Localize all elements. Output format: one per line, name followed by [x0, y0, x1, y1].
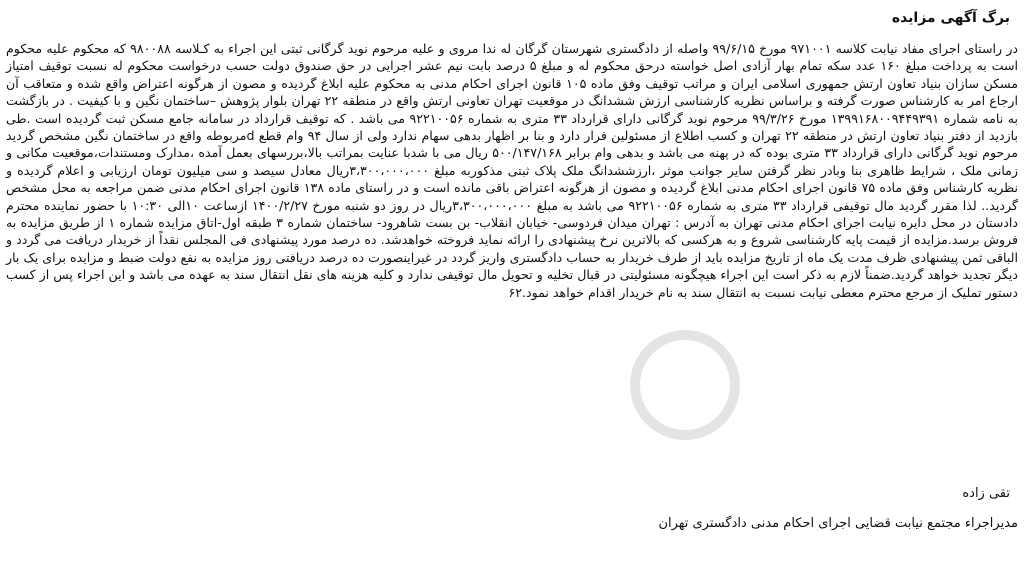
- watermark-circle-icon: [630, 330, 740, 440]
- signer-role: مدیراجراء مجتمع نیابت قضایی اجرای احکام مدنی دادگستری تهران: [658, 516, 1018, 531]
- announcement-title: برگ آگهی مزایده: [891, 10, 1010, 26]
- announcement-body: در راستای اجرای مفاد نیابت کلاسه ۹۷۱۰۰۱ مورخ ۹۹/۶/۱۵ واصله از دادگستری شهرستان گرگان له ندا مروی و علیه مرحوم نوید گرگانی ثبتی این اجراء به ک‍ـ‍لاسه ۹۸۰۰۸۸ که محکوم علیه محکوم است به پرداخت مبلغ ۱۶۰ عدد سکه تمام بهار آزادی اصل خواسته درحق محکوم له و مبلغ ۵ درصد بابت نیم عشر اجرایی در حق صندوق دولت حسب درخواست محکوم له نسبت توقیف امتیاز مسکن سازان بنیاد تعاون ارتش جمهوری اسلامی ایران و مراتب توقیف وفق ماده ۱۰۵ قانون اجرای احکام مدنی به محکوم علیه ابلاغ گردیده و مصون از هرگونه اعتراض واقع شده و متعاقب آن ارجاع امر به کارشناس صورت گرفته و براساس نظریه کارشناسی ارزش ششدانگ در موقعیت تهران تعاونی ارتش واقع در منطقه ۲۲ تهران بلوار پژوهش –ساختمان نگین و با کیفیت . در بازگشت به نامه شماره ۱۳۹۹۱۶۸۰۰۹۴۴۹۳۹۱ مورخ ۹۹/۳/۲۶ مرحوم نوید گرگانی دارای قرارداد ۳۳ متری به شماره ۹۲۲۱۰۰۵۶ می باشد . که توقیف قرارداد در سامانه جامع مسکن ثبت گردیده است .طی بازدید از دفتر بنیاد تعاون ارتش در منطقه ۲۲ تهران و کسب اطلاع از مسئولین قرار دارد و بنا بر اظهار بدهی سهام ندارد ولی از سال ۹۴ وام قطع dمربوطه واقع در ساختمان نگین مشخص گردید مرحوم نوید گرگانی دارای قرارداد ۳۳ متری بوده که در پهنه می باشد و بدهی وام برابر ۵۰۰/۱۴۷/۱۶۸ ریال می با شدبا عنایت بمراتب بالا،بررسهای بعمل آمده ،مدارک ومستندات،موقعیت مکانی و زمانی ملک ، شرایط ظاهری بنا وبادر نظر گرفتن سایر جوانب موثر ،ارزششدانگ ملک پلاک ثبتی مذکوربه مبلغ ۳،۳۰۰،۰۰۰،۰۰۰ریال معادل سیصد و سی میلیون تومان ارزیابی و اعلام گردیده و نظریه کارشناس وفق ماده ۷۵ قانون اجرای احکام مدنی ابلاغ گردیده و مصون از هرگونه اعتراض باقی مانده است و در راستای ماده ۱۳۸ قانون اجرای احکام مدنی ضمن مراجعه به محل مشخص گردید.. لذا مقرر گردید مال توقیفی قرارداد ۳۳ متری به شماره ۹۲۲۱۰۰۵۶ می باشد به مبلغ ۳،۳۰۰،۰۰۰،۰۰۰ریال در روز دو شنبه مورخ ۱۴۰۰/۲/۲۷ ازساعت ۱۰الی ۱۰:۳۰ با حضور نماینده محترم دادستان در محل دایره نیابت اجرای احکام مدنی تهران به آدرس : تهران میدان فردوسی- خیابان انقلاب- بن بست شاهرود- ساختمان شماره ۳ طبقه اول-اتاق مزایده شماره ۱ از طریق مزایده به فروش برسد.مزایده از قیمت پایه کارشناسی شروع و به هرکسی که بالاترین نرخ پیشنهادی را ارائه نماید فروخته خواهدشد. ده درصد مورد پیشنهادی فی المجلس نقداً از خریدار دریافت می گردد و الباقی ثمن پیشنهادی ظرف مدت یک ماه از تاریخ مزایده باید از طرف خریدار به حساب دادگستری واریز گردد در غیراینصورت ده درصد دریافتی روز مزایده به نفع دولت ضبط و مزایده برای یک بار دیگر تجدید خواهد گردید.ضمناً لازم به ذکر است این اجراء هیچگونه مسئولیتی در قبال تخلیه و تحویل مال توقیفی ندارد و کلیه هزینه های نقل انتقال سند به عهده می باشد و این اجراء پس از کسب دستور تملیک از مرجع محترم معطی نیابت نسبت به انتقال سند به نام خریدار اقدام خواهد نمود.۶۲: [6, 41, 1019, 300]
- signer-name: تقی زاده: [962, 486, 1010, 501]
- watermark-logo: [330, 330, 770, 440]
